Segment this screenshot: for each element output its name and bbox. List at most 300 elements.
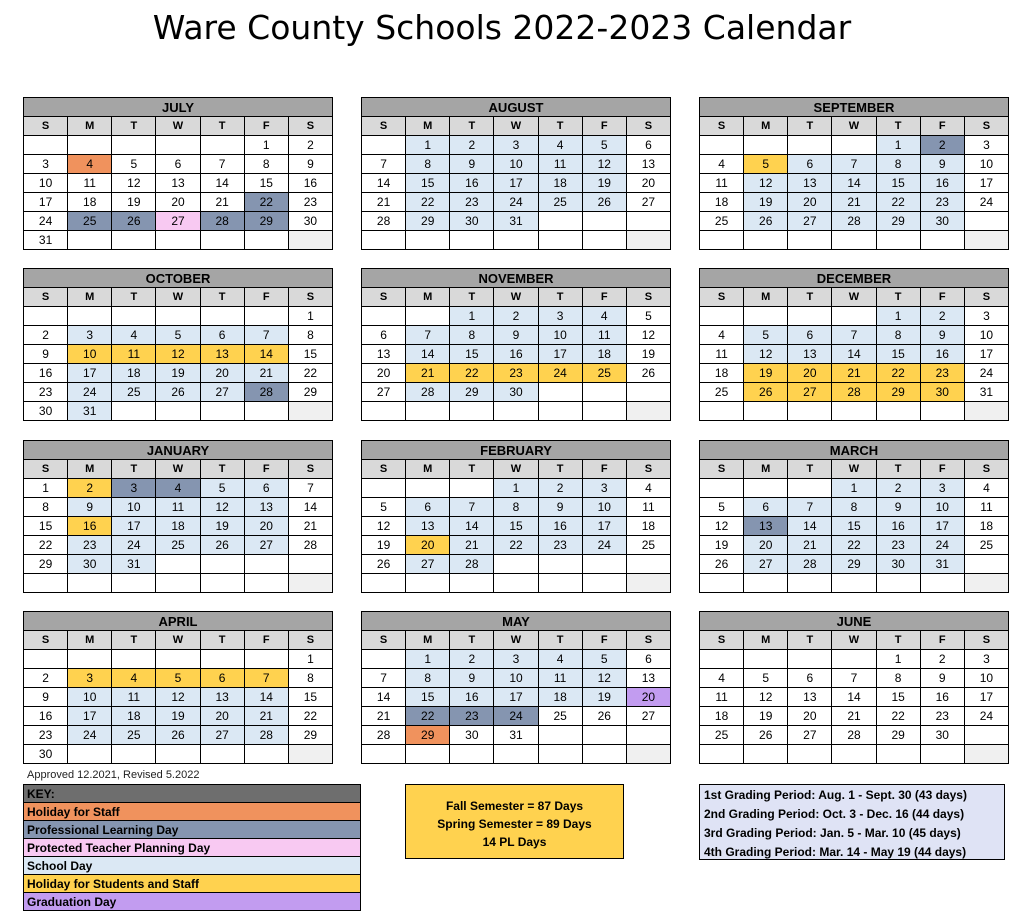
day-cell: 22 (24, 536, 68, 555)
day-cell: 18 (156, 517, 200, 536)
empty-cell (832, 402, 876, 421)
day-cell: 9 (920, 669, 964, 688)
day-cell: 23 (876, 536, 920, 555)
weekday-header: M (68, 117, 112, 136)
weekday-header: S (964, 460, 1008, 479)
day-cell: 13 (788, 174, 832, 193)
day-cell: 16 (538, 517, 582, 536)
day-cell: 22 (406, 193, 450, 212)
weekday-header: W (832, 631, 876, 650)
spring-semester: Spring Semester = 89 Days (437, 817, 592, 831)
day-cell: 22 (494, 536, 538, 555)
day-cell: 13 (626, 155, 670, 174)
day-cell: 16 (494, 345, 538, 364)
day-cell: 20 (788, 707, 832, 726)
empty-cell (582, 231, 626, 250)
day-cell: 25 (538, 193, 582, 212)
day-cell: 30 (68, 555, 112, 574)
empty-cell (744, 479, 788, 498)
day-cell: 8 (288, 326, 332, 345)
approval-note: Approved 12.2021, Revised 5.2022 (27, 769, 200, 781)
day-cell: 1 (494, 479, 538, 498)
empty-cell (200, 745, 244, 764)
weekday-header: T (450, 117, 494, 136)
month-name: MARCH (700, 441, 1009, 460)
day-cell: 17 (24, 193, 68, 212)
weekday-header: S (964, 117, 1008, 136)
weekday-header: T (788, 117, 832, 136)
day-cell: 24 (68, 726, 112, 745)
empty-cell (700, 650, 744, 669)
day-cell: 30 (876, 555, 920, 574)
empty-cell (156, 231, 200, 250)
day-cell: 24 (494, 193, 538, 212)
grading-period: 2nd Grading Period: Oct. 3 - Dec. 16 (44 days) (704, 807, 965, 821)
day-cell: 12 (362, 517, 406, 536)
fall-semester: Fall Semester = 87 Days (445, 799, 584, 813)
day-cell: 6 (362, 326, 406, 345)
empty-cell (832, 136, 876, 155)
day-cell: 12 (156, 345, 200, 364)
day-cell: 4 (112, 326, 156, 345)
day-cell: 25 (538, 707, 582, 726)
weekday-header: S (362, 631, 406, 650)
empty-cell (406, 479, 450, 498)
empty-cell (788, 402, 832, 421)
semester-summary (405, 784, 624, 859)
weekday-header: S (288, 288, 332, 307)
day-cell: 30 (450, 212, 494, 231)
grading-period: 4th Grading Period: Mar. 14 - May 19 (44 days) (704, 845, 967, 859)
day-cell: 17 (538, 345, 582, 364)
weekday-header: T (876, 117, 920, 136)
day-cell: 14 (832, 345, 876, 364)
empty-cell (406, 307, 450, 326)
weekday-header: S (24, 117, 68, 136)
weekday-header: F (582, 460, 626, 479)
empty-cell (920, 745, 964, 764)
empty-cell (200, 136, 244, 155)
weekday-header: M (68, 631, 112, 650)
day-cell: 23 (920, 707, 964, 726)
day-cell: 10 (494, 155, 538, 174)
day-cell: 24 (964, 707, 1008, 726)
weekday-header: M (406, 631, 450, 650)
day-cell: 15 (876, 688, 920, 707)
empty-cell (450, 231, 494, 250)
day-cell: 2 (494, 307, 538, 326)
day-cell: 19 (112, 193, 156, 212)
day-cell: 28 (832, 383, 876, 402)
day-cell: 1 (406, 136, 450, 155)
empty-cell (112, 745, 156, 764)
day-cell: 23 (920, 193, 964, 212)
day-cell: 27 (788, 383, 832, 402)
day-cell: 20 (406, 536, 450, 555)
day-cell: 20 (626, 688, 670, 707)
key-item: Graduation Day (24, 893, 361, 911)
day-cell: 3 (920, 479, 964, 498)
empty-cell (788, 745, 832, 764)
day-cell: 9 (876, 498, 920, 517)
day-cell: 20 (200, 364, 244, 383)
weekday-header: S (700, 460, 744, 479)
weekday-header: S (700, 117, 744, 136)
day-cell: 17 (964, 688, 1008, 707)
day-cell: 17 (494, 688, 538, 707)
day-cell: 19 (626, 345, 670, 364)
day-cell: 25 (156, 536, 200, 555)
day-cell: 7 (288, 479, 332, 498)
day-cell: 5 (744, 155, 788, 174)
weekday-header: M (406, 288, 450, 307)
weekday-header: W (832, 117, 876, 136)
day-cell: 2 (876, 479, 920, 498)
weekday-header: S (24, 631, 68, 650)
day-cell: 12 (200, 498, 244, 517)
day-cell: 4 (964, 479, 1008, 498)
day-cell: 19 (200, 517, 244, 536)
empty-cell (832, 231, 876, 250)
empty-cell (964, 745, 1008, 764)
day-cell: 17 (68, 707, 112, 726)
empty-cell (362, 479, 406, 498)
empty-cell (788, 136, 832, 155)
day-cell: 10 (494, 669, 538, 688)
day-cell: 15 (406, 688, 450, 707)
day-cell: 9 (450, 669, 494, 688)
day-cell: 3 (494, 650, 538, 669)
day-cell: 22 (876, 193, 920, 212)
empty-cell (538, 231, 582, 250)
empty-cell (538, 402, 582, 421)
day-cell: 30 (450, 726, 494, 745)
day-cell: 20 (626, 174, 670, 193)
day-cell: 21 (200, 193, 244, 212)
day-cell: 17 (68, 364, 112, 383)
day-cell: 29 (406, 726, 450, 745)
day-cell: 3 (964, 650, 1008, 669)
day-cell: 10 (964, 326, 1008, 345)
day-cell: 11 (112, 688, 156, 707)
day-cell: 26 (362, 555, 406, 574)
day-cell: 6 (626, 650, 670, 669)
day-cell: 23 (538, 536, 582, 555)
day-cell: 26 (156, 383, 200, 402)
weekday-header: F (582, 288, 626, 307)
page-title: Ware County Schools 2022-2023 Calendar (152, 8, 852, 47)
day-cell: 13 (244, 498, 288, 517)
empty-cell (964, 231, 1008, 250)
day-cell: 5 (156, 326, 200, 345)
weekday-header: F (920, 631, 964, 650)
day-cell: 11 (68, 174, 112, 193)
day-cell: 22 (450, 364, 494, 383)
day-cell: 14 (288, 498, 332, 517)
empty-cell (582, 726, 626, 745)
day-cell: 11 (700, 174, 744, 193)
day-cell: 31 (494, 726, 538, 745)
weekday-header: F (244, 631, 288, 650)
empty-cell (788, 574, 832, 593)
day-cell: 9 (68, 498, 112, 517)
day-cell: 11 (700, 688, 744, 707)
day-cell: 24 (68, 383, 112, 402)
day-cell: 31 (68, 402, 112, 421)
empty-cell (288, 402, 332, 421)
day-cell: 27 (362, 383, 406, 402)
month-may (361, 611, 671, 764)
empty-cell (700, 745, 744, 764)
pl-days: 14 PL Days (482, 835, 547, 849)
day-cell: 8 (24, 498, 68, 517)
day-cell: 5 (744, 326, 788, 345)
day-cell: 8 (406, 155, 450, 174)
day-cell: 25 (626, 536, 670, 555)
weekday-header: S (964, 631, 1008, 650)
key-item: Professional Learning Day (24, 821, 361, 839)
day-cell: 17 (582, 517, 626, 536)
key-item: Protected Teacher Planning Day (24, 839, 361, 857)
day-cell: 19 (744, 364, 788, 383)
empty-cell (964, 555, 1008, 574)
empty-cell (288, 231, 332, 250)
month-march (699, 440, 1009, 593)
day-cell: 7 (244, 669, 288, 688)
day-cell: 26 (200, 536, 244, 555)
day-cell: 18 (582, 345, 626, 364)
day-cell: 31 (112, 555, 156, 574)
empty-cell (406, 231, 450, 250)
day-cell: 6 (200, 326, 244, 345)
empty-cell (494, 402, 538, 421)
weekday-header: W (832, 288, 876, 307)
day-cell: 19 (582, 688, 626, 707)
day-cell: 19 (700, 536, 744, 555)
day-cell: 29 (832, 555, 876, 574)
empty-cell (68, 745, 112, 764)
day-cell: 21 (832, 193, 876, 212)
day-cell: 7 (362, 155, 406, 174)
weekday-header: T (112, 288, 156, 307)
weekday-header: S (964, 288, 1008, 307)
day-cell: 31 (920, 555, 964, 574)
empty-cell (920, 231, 964, 250)
empty-cell (626, 402, 670, 421)
day-cell: 8 (406, 669, 450, 688)
day-cell: 29 (876, 726, 920, 745)
empty-cell (244, 574, 288, 593)
empty-cell (244, 555, 288, 574)
day-cell: 4 (538, 650, 582, 669)
day-cell: 27 (200, 383, 244, 402)
day-cell: 12 (744, 345, 788, 364)
month-name: SEPTEMBER (700, 98, 1009, 117)
weekday-header: T (112, 631, 156, 650)
day-cell: 10 (920, 498, 964, 517)
day-cell: 25 (700, 383, 744, 402)
weekday-header: T (788, 288, 832, 307)
empty-cell (538, 383, 582, 402)
day-cell: 18 (538, 174, 582, 193)
empty-cell (68, 231, 112, 250)
day-cell: 21 (832, 364, 876, 383)
empty-cell (964, 402, 1008, 421)
weekday-header: S (24, 288, 68, 307)
month-november (361, 268, 671, 421)
weekday-header: S (24, 460, 68, 479)
day-cell: 2 (920, 307, 964, 326)
weekday-header: F (244, 288, 288, 307)
empty-cell (832, 745, 876, 764)
empty-cell (244, 307, 288, 326)
day-cell: 4 (582, 307, 626, 326)
day-cell: 21 (362, 707, 406, 726)
weekday-header: W (832, 460, 876, 479)
day-cell: 17 (964, 174, 1008, 193)
day-cell: 4 (538, 136, 582, 155)
day-cell: 19 (582, 174, 626, 193)
day-cell: 8 (494, 498, 538, 517)
empty-cell (244, 745, 288, 764)
day-cell: 12 (112, 174, 156, 193)
empty-cell (538, 574, 582, 593)
day-cell: 26 (744, 726, 788, 745)
day-cell: 16 (24, 707, 68, 726)
day-cell: 28 (288, 536, 332, 555)
day-cell: 28 (244, 726, 288, 745)
day-cell: 24 (964, 193, 1008, 212)
month-october (23, 268, 333, 421)
empty-cell (626, 212, 670, 231)
day-cell: 27 (626, 193, 670, 212)
day-cell: 30 (920, 383, 964, 402)
day-cell: 22 (288, 707, 332, 726)
empty-cell (362, 307, 406, 326)
empty-cell (288, 574, 332, 593)
empty-cell (362, 745, 406, 764)
weekday-header: S (626, 117, 670, 136)
weekday-header: M (744, 460, 788, 479)
month-name: JANUARY (24, 441, 333, 460)
day-cell: 24 (538, 364, 582, 383)
day-cell: 28 (362, 726, 406, 745)
day-cell: 14 (362, 688, 406, 707)
day-cell: 20 (200, 707, 244, 726)
month-december (699, 268, 1009, 421)
empty-cell (832, 574, 876, 593)
day-cell: 1 (244, 136, 288, 155)
day-cell: 22 (832, 536, 876, 555)
day-cell: 6 (200, 669, 244, 688)
day-cell: 6 (788, 326, 832, 345)
empty-cell (200, 231, 244, 250)
day-cell: 3 (494, 136, 538, 155)
day-cell: 6 (626, 136, 670, 155)
key-legend (23, 784, 361, 911)
empty-cell (112, 307, 156, 326)
weekday-header: W (494, 460, 538, 479)
day-cell: 7 (832, 155, 876, 174)
day-cell: 2 (920, 136, 964, 155)
day-cell: 13 (362, 345, 406, 364)
day-cell: 3 (964, 136, 1008, 155)
empty-cell (700, 231, 744, 250)
day-cell: 12 (744, 688, 788, 707)
empty-cell (744, 650, 788, 669)
empty-cell (450, 479, 494, 498)
empty-cell (200, 402, 244, 421)
empty-cell (876, 231, 920, 250)
day-cell: 31 (494, 212, 538, 231)
day-cell: 14 (832, 688, 876, 707)
weekday-header: W (494, 631, 538, 650)
empty-cell (538, 726, 582, 745)
empty-cell (68, 650, 112, 669)
weekday-header: T (788, 631, 832, 650)
day-cell: 30 (494, 383, 538, 402)
day-cell: 10 (68, 345, 112, 364)
day-cell: 28 (832, 726, 876, 745)
empty-cell (744, 574, 788, 593)
empty-cell (744, 307, 788, 326)
day-cell: 6 (156, 155, 200, 174)
day-cell: 31 (964, 383, 1008, 402)
day-cell: 30 (920, 212, 964, 231)
day-cell: 25 (964, 536, 1008, 555)
weekday-header: F (244, 460, 288, 479)
weekday-header: F (920, 288, 964, 307)
day-cell: 5 (700, 498, 744, 517)
day-cell: 14 (244, 688, 288, 707)
day-cell: 28 (406, 383, 450, 402)
weekday-header: S (626, 288, 670, 307)
day-cell: 5 (744, 669, 788, 688)
day-cell: 23 (288, 193, 332, 212)
day-cell: 9 (450, 155, 494, 174)
day-cell: 9 (920, 155, 964, 174)
day-cell: 9 (494, 326, 538, 345)
day-cell: 5 (112, 155, 156, 174)
day-cell: 17 (964, 345, 1008, 364)
weekday-header: S (288, 631, 332, 650)
day-cell: 25 (112, 383, 156, 402)
month-name: JULY (24, 98, 333, 117)
month-name: MAY (362, 612, 671, 631)
day-cell: 21 (244, 364, 288, 383)
day-cell: 12 (626, 326, 670, 345)
day-cell: 17 (494, 174, 538, 193)
day-cell: 21 (244, 707, 288, 726)
day-cell: 23 (24, 383, 68, 402)
day-cell: 26 (626, 364, 670, 383)
day-cell: 22 (876, 707, 920, 726)
weekday-header: T (200, 631, 244, 650)
day-cell: 1 (876, 650, 920, 669)
day-cell: 15 (450, 345, 494, 364)
day-cell: 14 (244, 345, 288, 364)
month-name: DECEMBER (700, 269, 1009, 288)
key-item: Holiday for Students and Staff (24, 875, 361, 893)
empty-cell (964, 212, 1008, 231)
day-cell: 13 (744, 517, 788, 536)
empty-cell (112, 574, 156, 593)
day-cell: 6 (744, 498, 788, 517)
weekday-header: W (156, 631, 200, 650)
day-cell: 4 (700, 326, 744, 345)
empty-cell (244, 650, 288, 669)
day-cell: 1 (406, 650, 450, 669)
